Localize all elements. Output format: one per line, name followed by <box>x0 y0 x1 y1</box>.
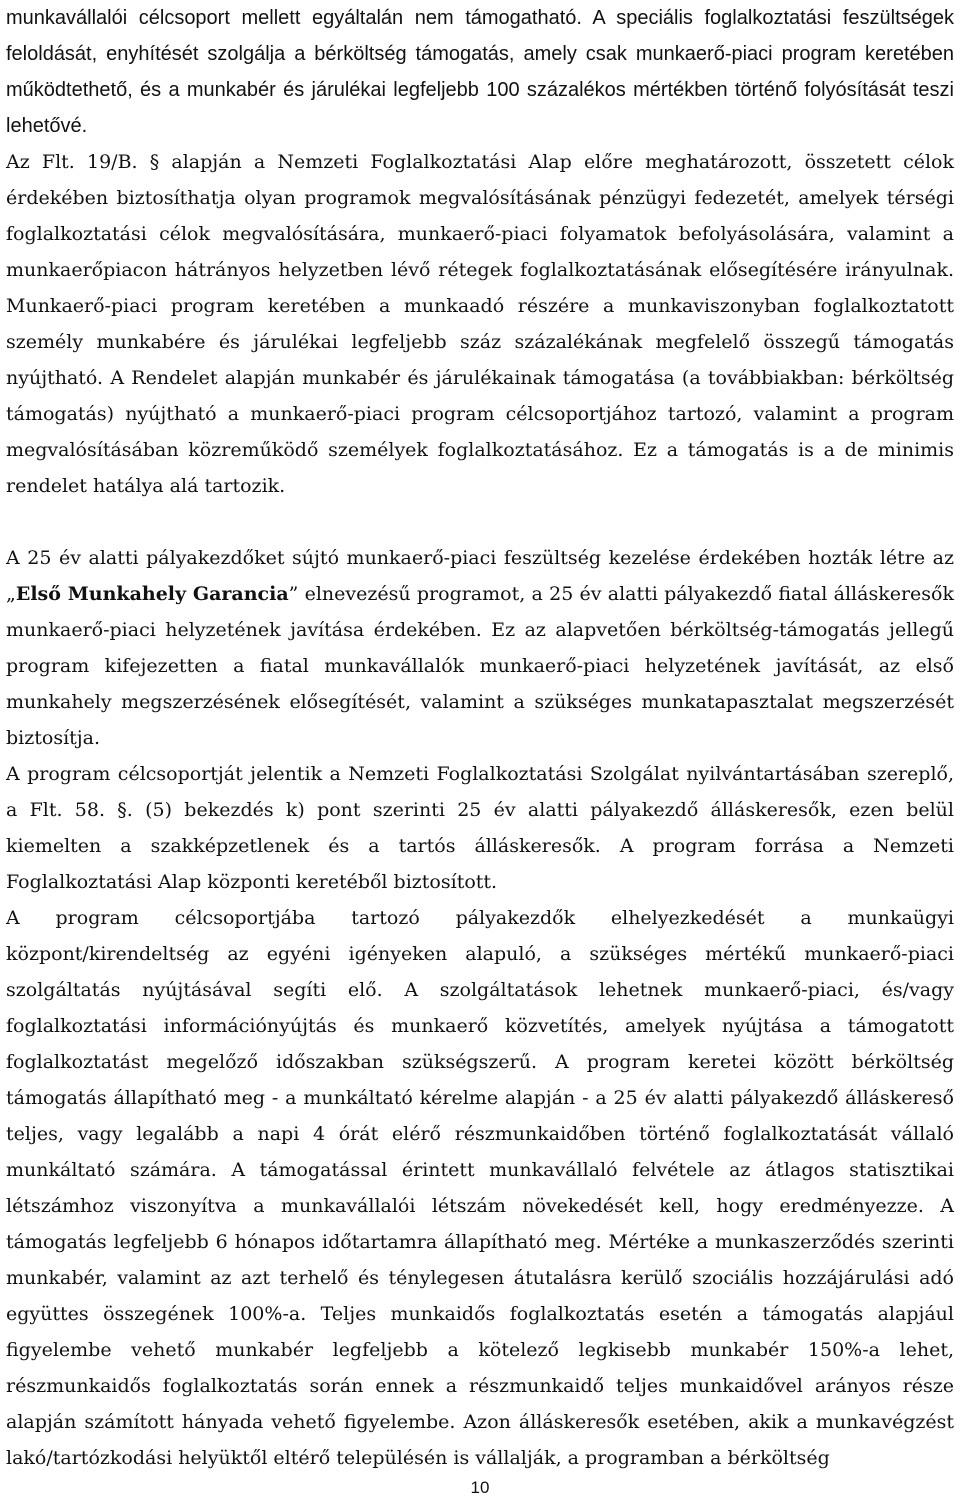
paragraph-first-job-guarantee <box>6 540 954 756</box>
program-name: Első Munkahely Garancia <box>15 583 289 605</box>
paragraph-target-group: A program célcsoportját jelentik a Nemzeti Foglalkoztatási Szolgálat nyilvántartásában szereplő, a Flt. 58. §. (5) bekezdés k) pont szerinti 25 év alatti pályakezdő álláskeresők, ezen belül kiemelten a szakképzetlenek és a tartós álláskeresők. A program forrása a Nemzeti Foglalkoztatási Alap központi keretéből biztosított. <box>6 763 954 893</box>
document-page <box>6 0 954 1476</box>
paragraph-3-after: ” elnevezésű programot, a 25 év alatti pályakezdő fiatal álláskeresők munkaerő-piaci helyzetének javítása érdekében. Ez az alapvetően bérköltség-támogatás jellegű program kifejezetten a fiatal munkavállalók munkaerő-piaci helyzetének javítását, az első munkahely megszerzésének elősegítését, valamint a szükséges munkatapasztalat megszerzését biztosítja. <box>6 583 954 749</box>
paragraph-program-details: A program célcsoportjába tartozó pályakezdők elhelyezkedését a munkaügyi központ/kirendeltség az egyéni igényeken alapuló, a szükséges mértékű munkaerő-piaci szolgáltatás nyújtásával segíti elő. A szolgáltatások lehetnek munkaerő-piaci, és/vagy foglalkoztatási információnyújtás és munkaerő közvetítés, amelyek nyújtása a támogatott foglalkoztatást megelőző időszakban szükségszerű. A program keretei között bérköltség támogatás állapítható meg - a munkáltató kérelme alapján - a 25 év alatti pályakezdő álláskereső teljes, vagy legalább a napi 4 órát elérő részmunkaidőben történő foglalkoztatását vállaló munkáltató számára. A támogatással érintett munkavállaló felvétele az átlagos statisztikai létszámhoz viszonyítva a munkavállalói létszám növekedését kell, hogy eredményezze. A támogatás legfeljebb 6 hónapos időtartamra állapítható meg. Mértéke a munkaszerződés szerinti munkabér, valamint az azt terhelő és ténylegesen átutalásra kerülő szociális hozzájárulási adó együttes összegének 100%-a. Teljes munkaidős foglalkoztatás esetén a támogatás alapjául figyelembe vehető munkabér legfeljebb a kötelező legkisebb munkabér 150%-a lehet, részmunkaidős foglalkoztatás során ennek a részmunkaidő teljes munkaidővel arányos része alapján számított hányada vehető figyelembe. Azon álláskeresők esetében, akik a munkavégzést lakó/tartózkodási helyüktől eltérő településén is vállalják, a programban a bérköltség <box>6 907 954 1469</box>
paragraph-spacer <box>6 504 954 540</box>
paragraph-intro-continuation: munkavállalói célcsoport mellett egyáltalán nem támogatható. A speciális foglalkoztatási feszültségek feloldását, enyhítését szolgálja a bérköltség támogatás, amely csak munkaerő-piaci program keretében működtethető, és a munkabér és járulékai legfeljebb 100 százalékos mértékben történő folyósítását teszi lehetővé. <box>6 7 954 137</box>
page-number: 10 <box>470 1478 490 1497</box>
paragraph-flt-19b: Az Flt. 19/B. § alapján a Nemzeti Foglalkoztatási Alap előre meghatározott, összetett célok érdekében biztosíthatja olyan programok megvalósításának pénzügyi fedezetét, amelyek térségi foglalkoztatási célok megvalósítására, munkaerő-piaci folyamatok befolyásolására, valamint a munkaerőpiacon hátrányos helyzetben lévő rétegek foglalkoztatásának elősegítésére irányulnak. Munkaerő-piaci program keretében a munkaadó részére a munkaviszonyban foglalkoztatott személy munkabére és járulékai legfeljebb száz százalékának megfelelő összegű támogatás nyújtható. A Rendelet alapján munkabér és járulékainak támogatása (a továbbiakban: bérköltség támogatás) nyújtható a munkaerő-piaci program célcsoportjához tartozó, valamint a program megvalósításában közreműködő személyek foglalkoztatásához. Ez a támogatás is a de minimis rendelet hatálya alá tartozik. <box>6 151 954 497</box>
paragraph-3-before: A 25 év alatti pályakezdőket sújtó munkaerő-piaci feszültség kezelése érdekében hozták létre az „ <box>6 547 954 605</box>
